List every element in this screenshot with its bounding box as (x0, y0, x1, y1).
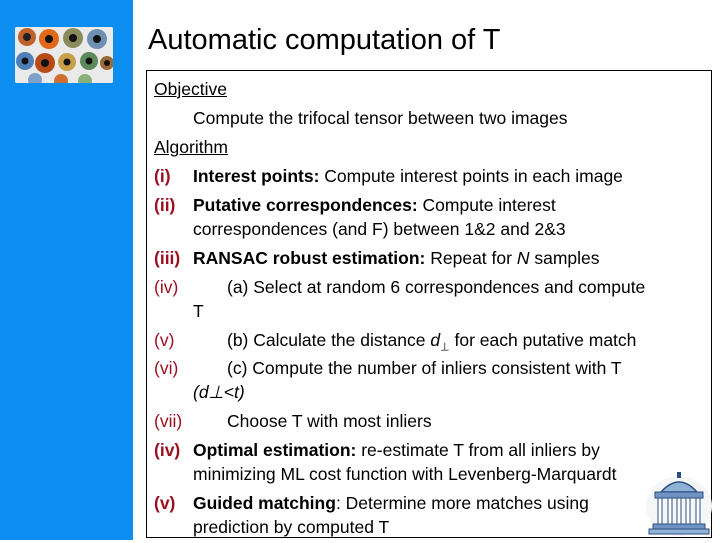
step-text: (a) Select at random 6 correspondences and compute (227, 277, 646, 297)
step-text-2: for each putative match (449, 330, 637, 350)
step-2 (0, 194, 720, 220)
step-bold-label: RANSAC robust estimation: (193, 248, 426, 268)
step-6 (0, 357, 720, 383)
objective-text-row (0, 107, 720, 133)
algorithm-row (0, 136, 720, 162)
step-number: (vi) (154, 358, 179, 378)
step-number: (iii) (154, 248, 181, 268)
objective-text: Compute the trifocal tensor between two images (193, 108, 568, 128)
step-number: (iv) (154, 277, 179, 297)
eyes-logo-icon (15, 27, 113, 83)
step-5 (0, 329, 720, 355)
step-bold-label: Interest points: (193, 166, 320, 186)
step-text: (c) Compute the number of inliers consistent with T (227, 358, 622, 378)
temple-icon (643, 470, 715, 538)
step-1 (0, 165, 720, 191)
step-7 (0, 410, 720, 436)
step-continuation: correspondences (and F) between 1&2 and 2&3 (193, 219, 566, 239)
step-text: re-estimate T from all inliers by (356, 440, 600, 460)
objective-row (0, 78, 720, 104)
step-text-2: samples (529, 248, 600, 268)
step-italic: N (516, 248, 530, 268)
step-bold-label: Putative correspondences: (193, 195, 418, 215)
step-continuation: prediction by computed T (193, 517, 390, 537)
algorithm-heading: Algorithm (154, 137, 228, 157)
step-continuation: T (193, 301, 204, 321)
step-bold-label: Optimal estimation: (193, 440, 357, 460)
step-text: Compute interest (417, 195, 556, 215)
slide-title: Automatic computation of T (148, 24, 501, 56)
step-text: Choose T with most inliers (227, 411, 432, 431)
step-4-cont (0, 300, 720, 326)
step-text: (b) Calculate the distance (227, 330, 431, 350)
step-6-cont (0, 381, 720, 407)
step-text: Repeat for (425, 248, 517, 268)
step-continuation: minimizing ML cost function with Levenberg-Marquardt (193, 464, 617, 484)
step-number: (vii) (154, 411, 183, 431)
step-9 (0, 492, 720, 518)
step-8-cont (0, 463, 720, 489)
step-8 (0, 439, 720, 465)
step-4 (0, 276, 720, 302)
step-italic: d (430, 330, 441, 350)
step-subscript: ⊥ (440, 341, 450, 354)
objective-heading: Objective (154, 79, 227, 99)
step-number: (iv) (154, 440, 181, 460)
step-text: : Determine more matches using (335, 493, 589, 513)
step-number: (ii) (154, 195, 176, 215)
step-number: (v) (154, 493, 176, 513)
step-9-cont (0, 516, 720, 542)
step-2-cont (0, 218, 720, 244)
step-number: (i) (154, 166, 171, 186)
step-text: Compute interest points in each image (319, 166, 623, 186)
step-bold-label: Guided matching (193, 493, 336, 513)
step-number: (v) (154, 330, 175, 350)
step-continuation: (d⊥<t) (193, 382, 245, 402)
step-3 (0, 247, 720, 273)
